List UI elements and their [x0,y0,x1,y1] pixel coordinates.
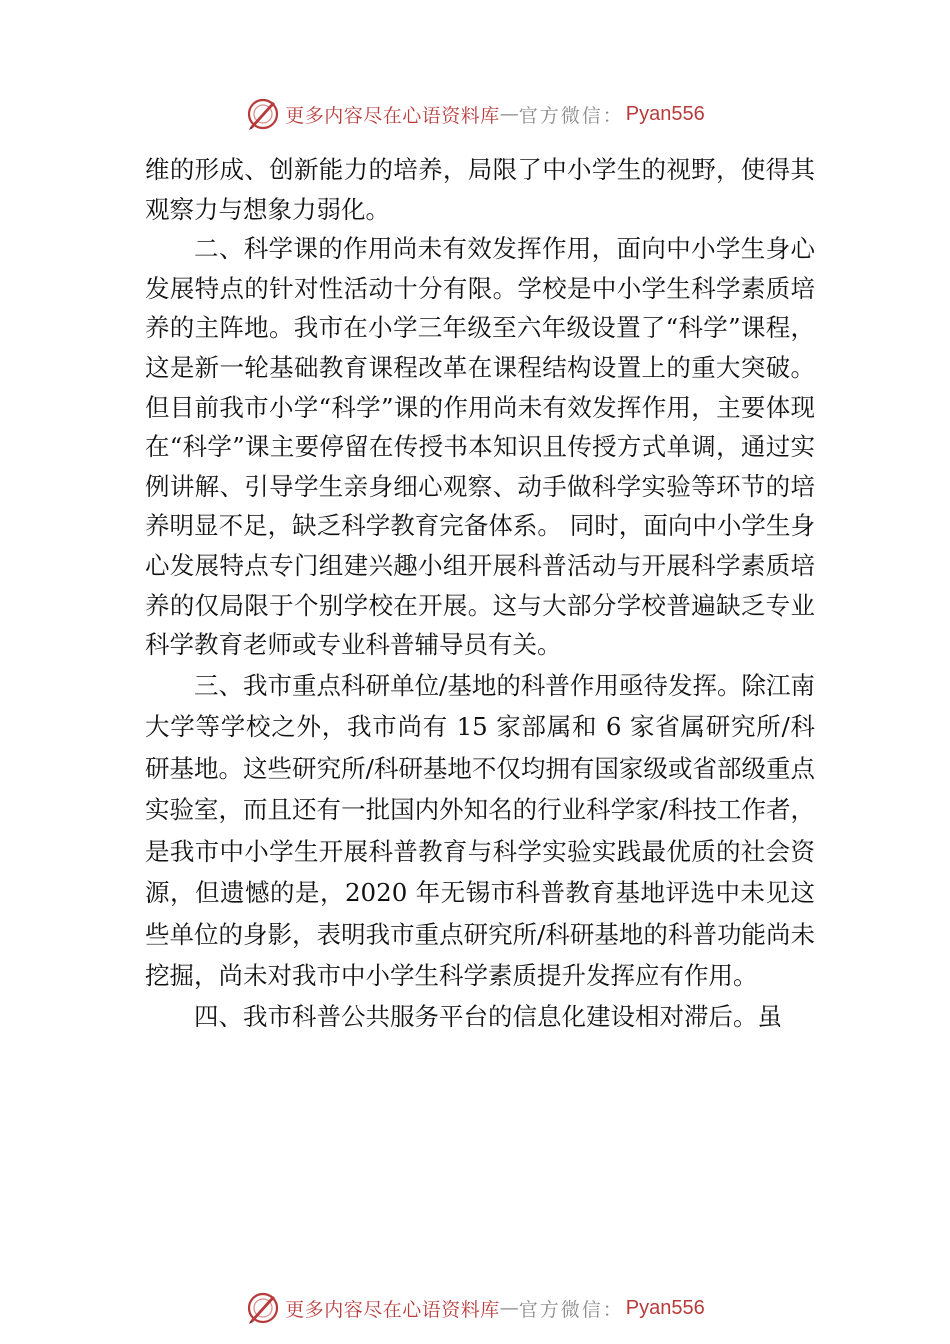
watermark-separator: — [499,1297,519,1319]
paragraph-section-four: 四、我市科普公共服务平台的信息化建设相对滞后。虽 [194,1001,782,1031]
watermark-wechat-id: Pyan556 [625,102,705,125]
paragraph-section-three: 三、我市重点科研单位/基地的科普作用亟待发挥。除江南大学等学校之外，我市尚有 15 家部属和 6 家省属研究所/科研基地。这些研究所/科研基地不仅均拥有国家级或省部级重点实验室，而且还有一批国内外知名的行业科学家/科技工作者，是我市中小学生开展科普教育与科学实验实践最优质的社会资源，但遗憾的是，2020 年无锡市科普教育基地评选中未见这些单位的身影，表明我市重点研究所/科研基地的科普功能尚未挖掘，尚未对我市中小学生科学素质提升发挥应有作用。 [145,670,815,991]
watermark-label: 官方微信： [518,1298,624,1321]
paragraph-section-two: 二、科学课的作用尚未有效发挥作用，面向中小学生身心发展特点的针对性活动十分有限。学校是中小学生科学素质培养的主阵地。我市在小学三年级至六年级设置了“科学”课程，这是新一轮基础教育课程改革在课程结构设置上的重大突破。但目前我市小学“科学”课的作用尚未有效发挥作用，主要体现在“科学”课主要停留在传授书本知识且传授方式单调，通过实例讲解、引导学生亲身细心观察、动手做科学实验等环节的培养明显不足，缺乏科学教育完备体系。 同时，面向中小学生身心发展特点专门组建兴趣小组开展科普活动与开展科学素质培养的仅局限于个别学校在开展。这与大部分学校普遍缺乏专业科学教育老师或专业科普辅导员有关。 [145,234,815,660]
watermark-brand: 更多内容尽在心语资料库 [285,104,500,127]
watermark-wechat-id: Pyan556 [625,1296,705,1319]
watermark-brand: 更多内容尽在心语资料库 [285,1298,500,1321]
header-watermark [0,94,950,134]
pen-logo-icon [245,96,281,132]
watermark-label: 官方微信： [518,104,624,127]
paragraph-continuation: 维的形成、创新能力的培养，局限了中小学生的视野，使得其观察力与想象力弱化。 [145,155,815,224]
document-body [145,150,815,1036]
footer-watermark [0,1288,950,1328]
pen-logo-icon [245,1290,281,1326]
watermark-separator: — [499,103,519,125]
